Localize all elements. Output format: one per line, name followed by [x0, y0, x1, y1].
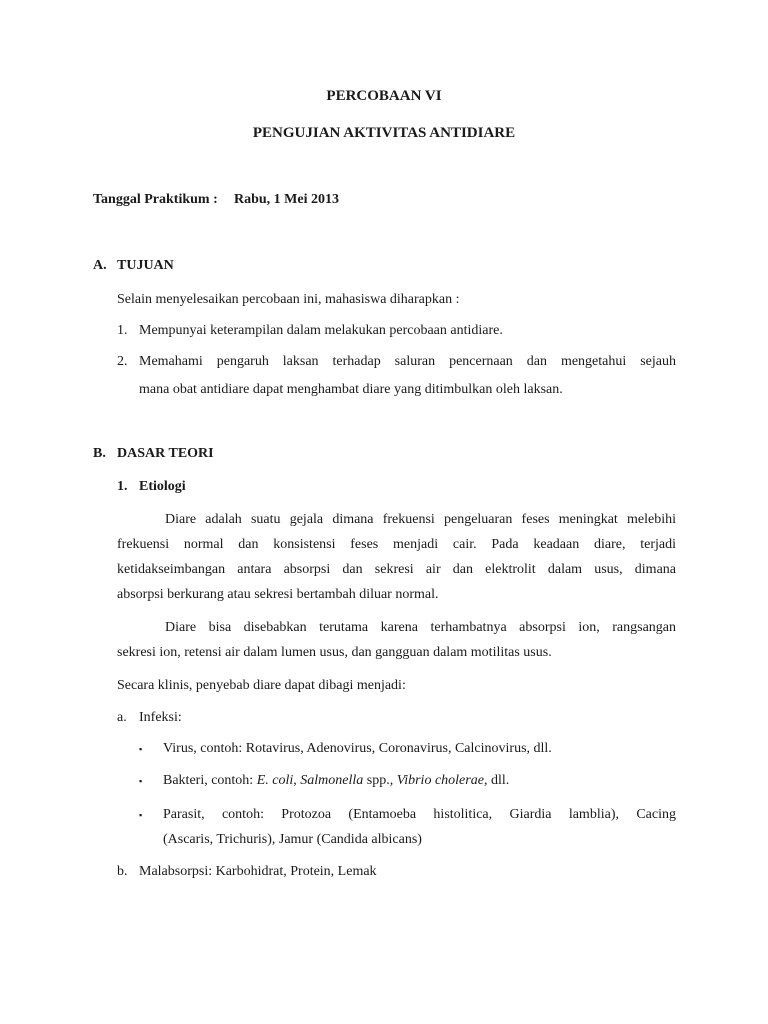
- bullet-virus: ▪: [139, 744, 143, 754]
- document-subtitle: PENGUJIAN AKTIVITAS ANTIDIARE: [252, 125, 516, 141]
- section-a-intro: Selain menyelesaikan percobaan ini, mahasiswa diharapkan :: [117, 292, 460, 307]
- document-title: PERCOBAAN VI: [326, 88, 442, 104]
- bakteri-text: [163, 774, 509, 788]
- bakteri-prefix: Bakteri, contoh:: [163, 773, 257, 788]
- cause-b-label: Malabsorpsi: Karbohidrat, Protein, Lemak: [139, 864, 377, 879]
- bakteri-suffix: , dll.: [483, 773, 510, 788]
- salmonella-name: Salmonella: [300, 773, 364, 788]
- section-a-marker: A.: [93, 258, 107, 273]
- parasit-line-1: Parasit, contoh: Protozoa (Entamoeba histolitica, Giardia lamblia), Cacing: [163, 807, 676, 822]
- bakteri-sep: ,: [293, 773, 301, 788]
- subsection-1-heading: Etiologi: [139, 479, 186, 494]
- vibrio-name: Vibrio cholerae: [396, 773, 484, 788]
- goal-2-number: 2.: [117, 354, 128, 369]
- cause-b-marker: b.: [117, 864, 128, 879]
- paragraph-1-line-4: absorpsi berkurang atau sekresi bertambah diluar normal.: [117, 587, 439, 602]
- subsection-1-number: 1.: [117, 479, 128, 494]
- date-label: Tanggal Praktikum :: [93, 192, 218, 207]
- cause-a-marker: a.: [117, 710, 127, 725]
- paragraph-1-line-2: frekuensi normal dan konsistensi feses menjadi cair. Pada keadaan diare, terjadi: [117, 537, 676, 552]
- paragraph-2-line-2: sekresi ion, retensi air dalam lumen usus, dan gangguan dalam motilitas usus.: [117, 645, 552, 660]
- clinical-intro: Secara klinis, penyebab diare dapat dibagi menjadi:: [117, 678, 406, 693]
- cause-a-label: Infeksi:: [139, 710, 182, 725]
- goal-1-number: 1.: [117, 323, 128, 338]
- paragraph-2-line-1: Diare bisa disebabkan terutama karena terhambatnya absorpsi ion, rangsangan: [165, 620, 676, 635]
- ecoli-name: E. coli: [256, 773, 294, 788]
- virus-text: Virus, contoh: Rotavirus, Adenovirus, Coronavirus, Calcinovirus, dll.: [163, 741, 552, 756]
- goal-2-line-1: Memahami pengaruh laksan terhadap saluran pencernaan dan mengetahui sejauh: [139, 354, 676, 369]
- bullet-parasit: ▪: [139, 810, 143, 820]
- bakteri-spp: spp.,: [363, 773, 397, 788]
- paragraph-1-line-1: Diare adalah suatu gejala dimana frekuensi pengeluaran feses meningkat melebihi: [165, 512, 676, 527]
- section-b-heading: DASAR TEORI: [117, 446, 214, 461]
- goal-2-line-2: mana obat antidiare dapat menghambat diare yang ditimbulkan oleh laksan.: [139, 382, 563, 397]
- goal-1-text: Mempunyai keterampilan dalam melakukan percobaan antidiare.: [139, 323, 503, 338]
- parasit-line-2: (Ascaris, Trichuris), Jamur (Candida albicans): [163, 832, 422, 847]
- bullet-bakteri: ▪: [139, 776, 143, 786]
- date-value: Rabu, 1 Mei 2013: [234, 192, 339, 207]
- section-a-heading: TUJUAN: [117, 258, 174, 273]
- section-b-marker: B.: [93, 446, 106, 461]
- paragraph-1-line-3: ketidakseimbangan antara absorpsi dan sekresi air dan elektrolit dalam usus, dimana: [117, 562, 676, 577]
